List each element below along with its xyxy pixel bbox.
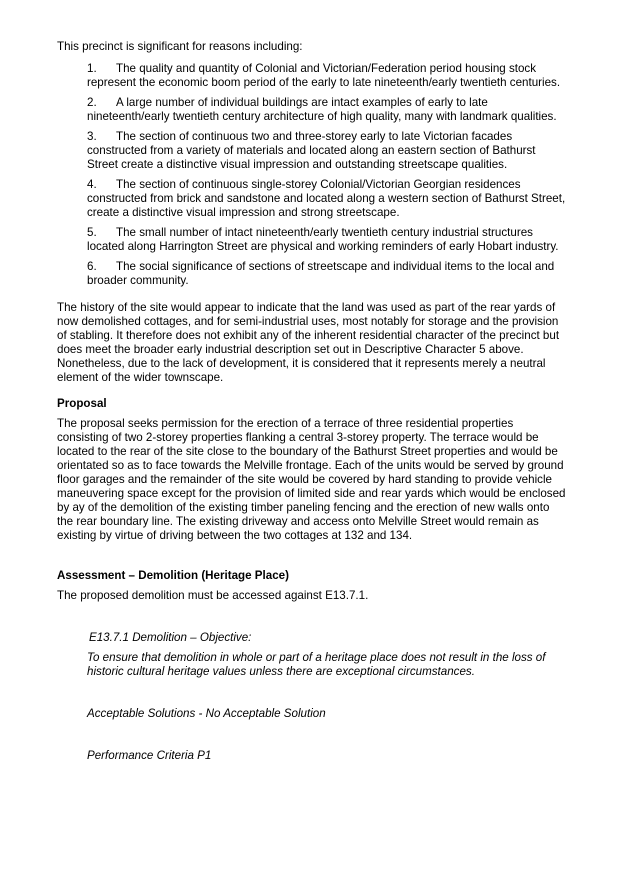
assessment-paragraph: The proposed demolition must be accessed against E13.7.1. [57,589,369,602]
proposal-paragraph: The proposal seeks permission for the erection of a terrace of three residential properties consisting of two 2-storey properties flanking a central 3-storey property. The terrace would be located to the rear of the site close to the boundary of the Bathurst Street properties and would be orientated so as to face towards the Melville frontage. Each of the units would be served by ground floor garages and the remainder of the site would be covered by hard standing to provide vehicle maneuvering space except for the provision of limited side and rear yards which would be enclosed by ay of the demolition of the existing timber paneling fencing and the erection of new walls onto the rear boundary line. The existing driveway and access onto Melville Street would remain as existing by virtue of driving between the two cottages at 132 and 134. [57,417,566,542]
proposal-heading: Proposal [57,397,107,410]
objective-block [57,631,567,763]
list-item-number: 3. [87,130,97,143]
reasons-list [57,62,567,288]
list-item [87,226,567,254]
list-item [87,260,567,288]
list-item-number: 4. [87,178,97,191]
acceptable-solutions: Acceptable Solutions - No Acceptable Solution [87,707,326,720]
objective-title: E13.7.1 Demolition – Objective: [89,631,252,644]
list-item [87,62,567,90]
performance-criteria: Performance Criteria P1 [87,749,212,762]
document-page [57,40,567,763]
history-paragraph: The history of the site would appear to indicate that the land was used as part of the rear yards of now demolished cottages, and for semi-industrial uses, most notably for storage and the provision of stabling. It therefore does not exhibit any of the inherent residential character of the precinct but does meet the broader early industrial description set out in Descriptive Character 5 above. Nonetheless, due to the lack of development, it is considered that it represents merely a neutral element of the wider townscape. [57,301,560,384]
list-item-text: The section of continuous two and three-storey early to late Victorian facades constructed from a variety of materials and located along an eastern section of Bathurst Street create a distinctive visual impression and outstanding streetscape qualities. [87,130,536,171]
assessment-heading: Assessment – Demolition (Heritage Place) [57,569,289,582]
list-item-text: A large number of individual buildings are intact examples of early to late nineteenth/early twentieth century architecture of high quality, many with landmark qualities. [87,96,557,123]
list-item-text: The small number of intact nineteenth/early twentieth century industrial structures located along Harrington Street are physical and working reminders of early Hobart industry. [87,226,559,253]
list-item-text: The quality and quantity of Colonial and Victorian/Federation period housing stock represent the economic boom period of the early to late nineteenth/early twentieth centuries. [87,62,561,89]
list-item-text: The section of continuous single-storey Colonial/Victorian Georgian residences constructed from brick and sandstone and located along a western section of Bathurst Street, create a distinctive visual impression and strong streetscape. [87,178,566,219]
intro-text: This precinct is significant for reasons including: [57,40,303,53]
list-item-number: 1. [87,62,97,75]
list-item [87,130,567,172]
list-item-number: 5. [87,226,97,239]
list-item-text: The social significance of sections of streetscape and individual items to the local and broader community. [87,260,555,287]
list-item [87,96,567,124]
objective-text: To ensure that demolition in whole or part of a heritage place does not result in the loss of historic cultural heritage values unless there are exceptional circumstances. [87,651,546,678]
list-item [87,178,567,220]
list-item-number: 2. [87,96,97,109]
list-item-number: 6. [87,260,97,273]
